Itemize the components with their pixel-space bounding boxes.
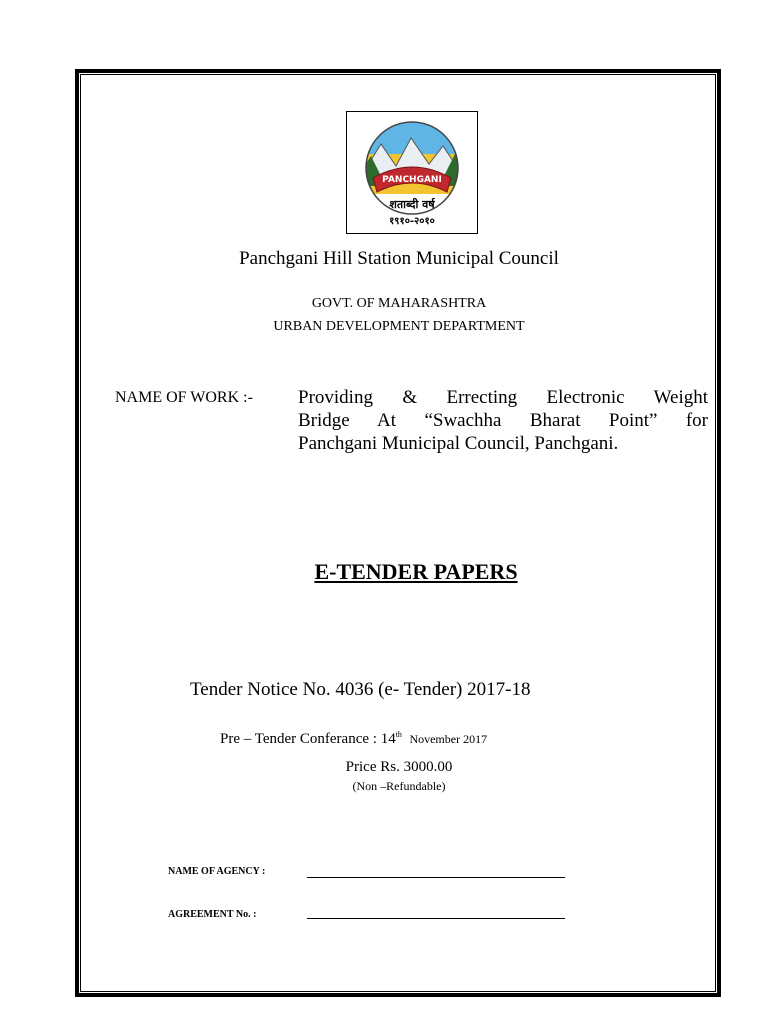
work-description-line: Providing & Errecting Electronic Weight xyxy=(298,387,708,408)
tender-notice: Tender Notice No. 4036 (e- Tender) 2017-18 xyxy=(190,679,531,700)
work-description-line: Panchgani Municipal Council, Panchgani. xyxy=(298,433,619,454)
date-suffix: th xyxy=(395,730,402,739)
logo-banner-text: PANCHGANI xyxy=(382,175,442,185)
refund-note: (Non –Refundable) xyxy=(352,779,446,793)
pre-tender-conference xyxy=(220,730,487,748)
council-logo xyxy=(346,111,478,234)
agency-label: NAME OF AGENCY : xyxy=(168,866,266,877)
pre-tender-label: Pre – Tender Conferance : 14 xyxy=(220,731,396,747)
document-title: E-TENDER PAPERS xyxy=(314,559,518,584)
pre-tender-month: November 2017 xyxy=(409,732,488,746)
department-heading: URBAN DEVELOPMENT DEPARTMENT xyxy=(273,319,525,334)
logo-centenary-text: शताब्दी वर्ष xyxy=(389,198,435,211)
work-description-line: Bridge At “Swachha Bharat Point” for xyxy=(298,410,708,431)
agreement-label: AGREEMENT No. : xyxy=(168,909,257,920)
govt-heading: GOVT. OF MAHARASHTRA xyxy=(311,296,487,311)
council-name: Panchgani Hill Station Municipal Council xyxy=(239,248,559,269)
logo-years-text: १९१०-२०१० xyxy=(389,216,435,227)
work-label: NAME OF WORK :- xyxy=(115,389,253,406)
agreement-fill-line xyxy=(307,918,565,919)
agency-fill-line xyxy=(307,877,565,878)
tender-price: Price Rs. 3000.00 xyxy=(345,759,453,775)
